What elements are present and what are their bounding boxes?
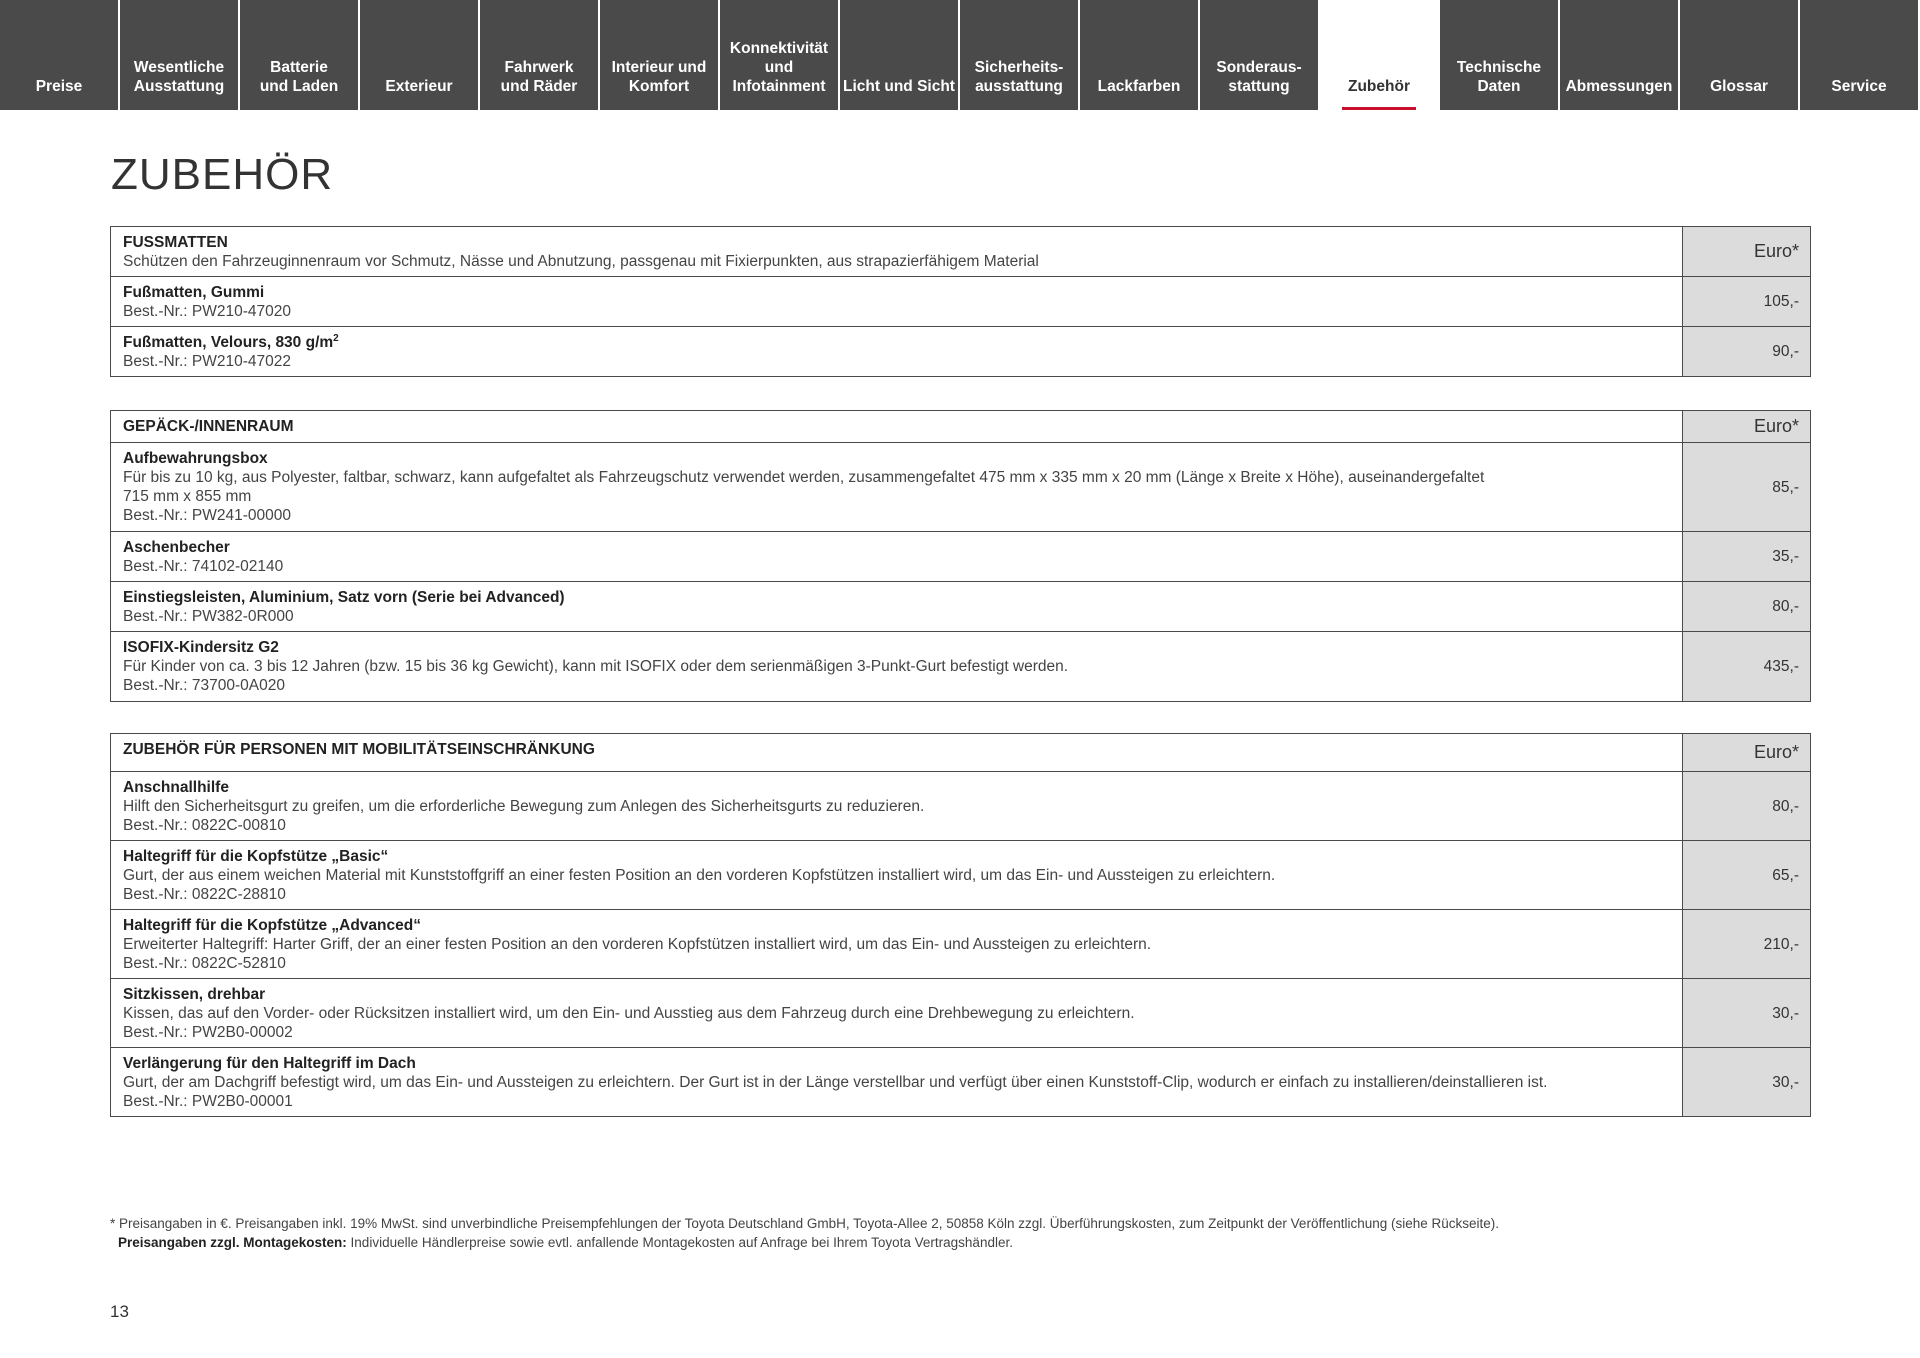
item-text: Erweiterter Haltegriff: Harter Griff, der an einer festen Position an den vorderen Kopfstützen installiert wird, um das Ein- und Aussteigen zu erleichtern.	[123, 936, 1152, 953]
item-price: 90,-	[1683, 327, 1811, 377]
page-title: ZUBEHÖR	[111, 150, 334, 199]
item-text: Gurt, der aus einem weichen Material mit Kunststoffgriff an einer festen Position an den vorderen Kopfstützen installiert wird, um das Ein- und Aussteigen zu erleichtern.	[123, 867, 1276, 884]
item-price: 30,-	[1683, 979, 1811, 1048]
item-description-cell	[111, 632, 1683, 702]
table-row	[111, 277, 1811, 327]
item-name	[123, 588, 1670, 607]
item-order-number: Best.-Nr.: PW2B0-00001	[123, 1093, 293, 1110]
tab-11[interactable]: Zubehör	[1320, 0, 1438, 110]
tab-5[interactable]: Interieur und Komfort	[600, 0, 718, 110]
item-name	[123, 847, 1670, 866]
footnote-line1: * Preisangaben in €. Preisangaben inkl. 19% MwSt. sind unverbindliche Preisempfehlungen der Toyota Deutschland GmbH, Toyota-Allee 2, 50858 Köln zzgl. Überführungskosten, zum Zeitpunkt der Veröffentlichung (siehe Rückseite).	[110, 1216, 1500, 1231]
table-row	[111, 443, 1811, 532]
table-row	[111, 327, 1811, 377]
footnote-line2	[110, 1233, 1499, 1252]
section-header	[111, 734, 1683, 772]
table-row	[111, 910, 1811, 979]
tab-9[interactable]: Lackfarben	[1080, 0, 1198, 110]
item-text: Kissen, das auf den Vorder- oder Rücksitzen installiert wird, um den Ein- und Ausstieg aus dem Fahrzeug durch eine Drehbewegung zu erleichtern.	[123, 1005, 1135, 1022]
item-name-text: Fußmatten, Velours, 830 g/m	[123, 334, 334, 351]
item-description-cell	[111, 443, 1683, 532]
item-order-number: Best.-Nr.: PW241-00000	[123, 507, 291, 524]
tab-15[interactable]: Service	[1800, 0, 1918, 110]
table-header-row	[111, 734, 1811, 772]
item-description-cell	[111, 532, 1683, 582]
item-name	[123, 1054, 1670, 1073]
item-name-text: Haltegriff für die Kopfstütze „Basic“	[123, 848, 389, 865]
item-name	[123, 449, 1670, 468]
item-order-number: Best.-Nr.: 0822C-28810	[123, 886, 286, 903]
item-price: 210,-	[1683, 910, 1811, 979]
item-order-number: Best.-Nr.: 73700-0A020	[123, 677, 285, 694]
footnote-line2-rest: Individuelle Händlerpreise sowie evtl. anfallende Montagekosten auf Anfrage bei Ihrem Toyota Vertragshändler.	[346, 1235, 1013, 1250]
item-description-cell	[111, 772, 1683, 841]
table-row	[111, 979, 1811, 1048]
tab-7[interactable]: Licht und Sicht	[840, 0, 958, 110]
section-subtitle: Schützen den Fahrzeuginnenraum vor Schmutz, Nässe und Abnutzung, passgenau mit Fixierpunkten, aus strapazierfähigem Material	[123, 253, 1039, 270]
table-row	[111, 841, 1811, 910]
item-text: Hilft den Sicherheitsgurt zu greifen, um die erforderliche Bewegung zum Anlegen des Sicherheitsgurts zu reduzieren.	[123, 798, 925, 815]
item-description-cell	[111, 327, 1683, 377]
item-name-text: Haltegriff für die Kopfstütze „Advanced“	[123, 917, 421, 934]
item-order-number: Best.-Nr.: PW210-47020	[123, 303, 291, 320]
item-text: Für bis zu 10 kg, aus Polyester, faltbar, schwarz, kann aufgefaltet als Fahrzeugschutz verwendet werden, zusammengefaltet 475 mm x 335 mm x 20 mm (Länge x Breite x Höhe), auseinandergefaltet 715 mm x 855 mm	[123, 469, 1485, 505]
table-header-row	[111, 411, 1811, 443]
tab-3[interactable]: Exterieur	[360, 0, 478, 110]
item-name	[123, 333, 1670, 352]
section-title: ZUBEHÖR FÜR PERSONEN MIT MOBILITÄTSEINSCHRÄNKUNG	[123, 741, 595, 758]
table-row	[111, 532, 1811, 582]
item-text: Gurt, der am Dachgriff befestigt wird, um das Ein- und Aussteigen zu erleichtern. Der Gurt ist in der Länge verstellbar und verfügt über einen Kunststoff-Clip, wodurch er einfach zu installieren/deinstallieren ist.	[123, 1074, 1548, 1091]
table-gepaeck-innenraum	[110, 410, 1811, 702]
item-name	[123, 916, 1670, 935]
item-description-cell	[111, 979, 1683, 1048]
item-name	[123, 985, 1670, 1004]
item-description-cell	[111, 910, 1683, 979]
price-header: Euro*	[1683, 227, 1811, 277]
table-mobilitaet	[110, 733, 1811, 1117]
footnote-line2-bold: Preisangaben zzgl. Montagekosten:	[118, 1235, 347, 1250]
tab-8[interactable]: Sicherheits- ausstattung	[960, 0, 1078, 110]
item-price: 35,-	[1683, 532, 1811, 582]
item-name-superscript: 2	[333, 332, 339, 344]
tab-12[interactable]: Technische Daten	[1440, 0, 1558, 110]
item-price: 105,-	[1683, 277, 1811, 327]
table-row	[111, 772, 1811, 841]
tab-10[interactable]: Sonderaus- stattung	[1200, 0, 1318, 110]
item-order-number: Best.-Nr.: PW210-47022	[123, 353, 291, 370]
item-order-number: Best.-Nr.: PW2B0-00002	[123, 1024, 293, 1041]
item-name	[123, 283, 1670, 302]
item-price: 435,-	[1683, 632, 1811, 702]
footnote	[110, 1214, 1499, 1252]
item-description-cell	[111, 582, 1683, 632]
tab-6[interactable]: Konnektivität und Infotainment	[720, 0, 838, 110]
table-header-row	[111, 227, 1811, 277]
item-price: 85,-	[1683, 443, 1811, 532]
tab-0[interactable]: Preise	[0, 0, 118, 110]
section-header	[111, 411, 1683, 443]
section-title: FUSSMATTEN	[123, 234, 228, 251]
item-price: 65,-	[1683, 841, 1811, 910]
table-row	[111, 582, 1811, 632]
item-name-text: Aufbewahrungsbox	[123, 450, 268, 467]
item-name-text: Einstiegsleisten, Aluminium, Satz vorn (Serie bei Advanced)	[123, 589, 565, 606]
item-name-text: ISOFIX-Kindersitz G2	[123, 639, 279, 656]
item-text: Für Kinder von ca. 3 bis 12 Jahren (bzw. 15 bis 36 kg Gewicht), kann mit ISOFIX oder dem serienmäßigen 3-Punkt-Gurt befestigt werden.	[123, 658, 1069, 675]
item-order-number: Best.-Nr.: PW382-0R000	[123, 608, 294, 625]
item-name-text: Verlängerung für den Haltegriff im Dach	[123, 1055, 416, 1072]
top-navigation	[0, 0, 1920, 110]
item-name-text: Fußmatten, Gummi	[123, 284, 265, 301]
item-name	[123, 638, 1670, 657]
item-price: 80,-	[1683, 582, 1811, 632]
item-name-text: Anschnallhilfe	[123, 779, 229, 796]
item-name	[123, 538, 1670, 557]
item-name	[123, 778, 1670, 797]
item-order-number: Best.-Nr.: 74102-02140	[123, 558, 284, 575]
item-description-cell	[111, 1048, 1683, 1117]
table-fussmatten	[110, 226, 1811, 377]
item-description-cell	[111, 841, 1683, 910]
section-title: GEPÄCK-/INNENRAUM	[123, 418, 294, 435]
price-header: Euro*	[1683, 411, 1811, 443]
page-number: 13	[110, 1302, 129, 1321]
table-row	[111, 632, 1811, 702]
item-description-cell	[111, 277, 1683, 327]
table-row	[111, 1048, 1811, 1117]
tab-14[interactable]: Glossar	[1680, 0, 1798, 110]
item-price: 30,-	[1683, 1048, 1811, 1117]
tab-1[interactable]: Wesentliche Ausstattung	[120, 0, 238, 110]
item-name-text: Sitzkissen, drehbar	[123, 986, 266, 1003]
tab-4[interactable]: Fahrwerk und Räder	[480, 0, 598, 110]
item-name-text: Aschenbecher	[123, 539, 230, 556]
tab-2[interactable]: Batterie und Laden	[240, 0, 358, 110]
item-price: 80,-	[1683, 772, 1811, 841]
item-order-number: Best.-Nr.: 0822C-52810	[123, 955, 286, 972]
tab-13[interactable]: Abmessungen	[1560, 0, 1678, 110]
item-order-number: Best.-Nr.: 0822C-00810	[123, 817, 286, 834]
section-header	[111, 227, 1683, 277]
price-header: Euro*	[1683, 734, 1811, 772]
